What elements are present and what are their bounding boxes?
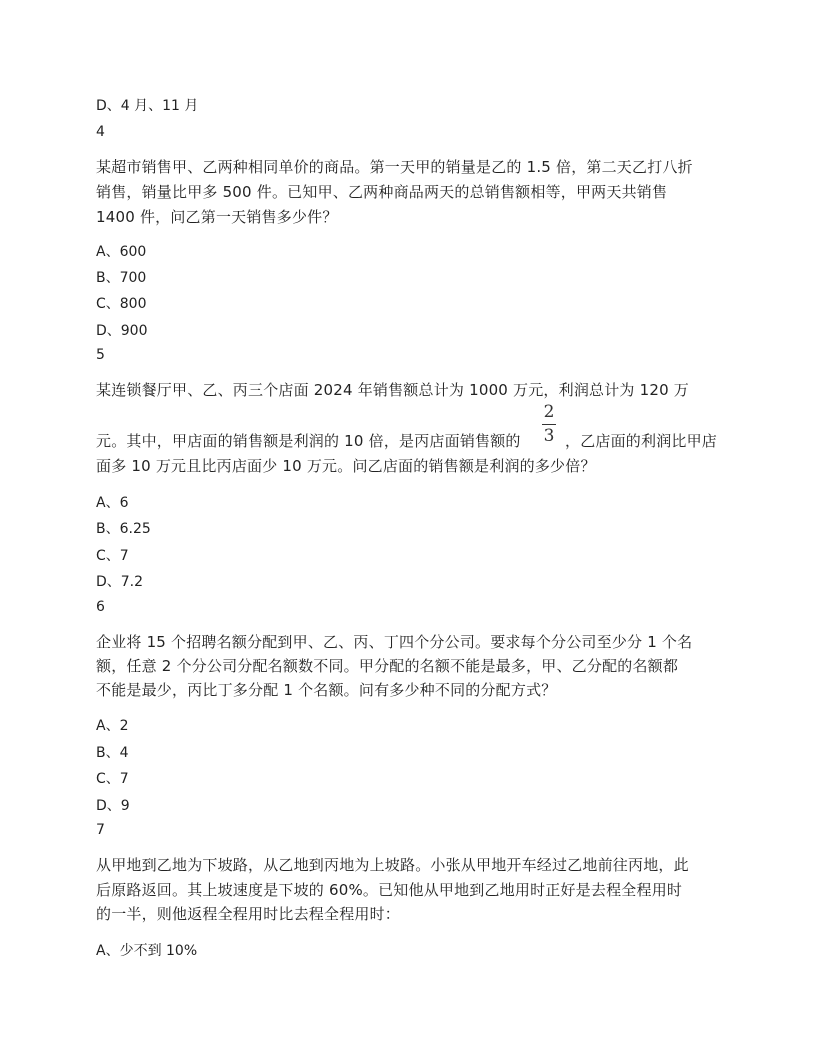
fraction-bar: [542, 424, 556, 425]
question-4-option-c: C、800: [96, 296, 147, 312]
question-5-text-line: 元。其中，甲店面的销售额是利润的 10 倍，是丙店面销售额的: [96, 432, 521, 450]
question-6-text-line: 额，任意 2 个分公司分配名额数不同。甲分配的名额不能是最多，甲、乙分配的名额都: [96, 657, 679, 675]
question-5-text-line: 某连锁餐厅甲、乙、丙三个店面 2024 年销售额总计为 1000 万元，利润总计为 120 万: [96, 381, 689, 399]
question-6-option-d: D、9: [96, 798, 130, 814]
question-6-option-c: C、7: [96, 771, 129, 787]
question-7-text-line: 后原路返回。其上坡速度是下坡的 60%。已知他从甲地到乙地用时正好是去程全程用时: [96, 881, 683, 899]
question-4-text-line: 销售，销量比甲多 500 件。已知甲、乙两种商品两天的总销售额相等，甲两天共销售: [96, 183, 668, 201]
question-4-number: 4: [96, 124, 105, 140]
question-7-text-line: 从甲地到乙地为下坡路，从乙地到丙地为上坡路。小张从甲地开车经过乙地前往丙地，此: [96, 856, 689, 874]
question-7-option-a: A、少不到 10%: [96, 943, 198, 959]
question-4-text-line: 某超市销售甲、乙两种相同单价的商品。第一天甲的销量是乙的 1.5 倍，第二天乙打八折: [96, 158, 693, 176]
question-6-option-b: B、4: [96, 745, 129, 761]
question-5-option-a: A、6: [96, 495, 129, 511]
question-5-option-c: C、7: [96, 548, 129, 564]
question-5-text-line: 面多 10 万元且比丙店面少 10 万元。问乙店面的销售额是利润的多少倍？: [96, 457, 596, 475]
question-4-text-line: 1400 件，问乙第一天销售多少件？: [96, 208, 338, 226]
question-7-text-line: 的一半，则他返程全程用时比去程全程用时：: [96, 905, 401, 923]
question-4-option-a: A、600: [96, 244, 147, 260]
prev-option-d: D、4 月、11 月: [96, 98, 199, 114]
question-5-text-line-cont: ，乙店面的利润比甲店: [565, 432, 718, 450]
question-4-option-d: D、900: [96, 323, 148, 339]
question-5-option-d: D、7.2: [96, 574, 144, 590]
fraction-two-thirds: [541, 402, 557, 448]
question-6-text-line: 不能是最少，丙比丁多分配 1 个名额。问有多少种不同的分配方式？: [96, 681, 557, 699]
question-4-option-b: B、700: [96, 270, 147, 286]
question-6-text-line: 企业将 15 个招聘名额分配到甲、乙、丙、丁四个分公司。要求每个分公司至少分 1 个名: [96, 633, 693, 651]
question-6-number: 6: [96, 599, 105, 615]
question-7-number: 7: [96, 822, 105, 838]
question-5-option-b: B、6.25: [96, 521, 151, 537]
question-6-option-a: A、2: [96, 718, 129, 734]
fraction-numerator: 2: [543, 402, 555, 422]
fraction-denominator: 3: [543, 426, 555, 446]
question-5-number: 5: [96, 347, 105, 363]
